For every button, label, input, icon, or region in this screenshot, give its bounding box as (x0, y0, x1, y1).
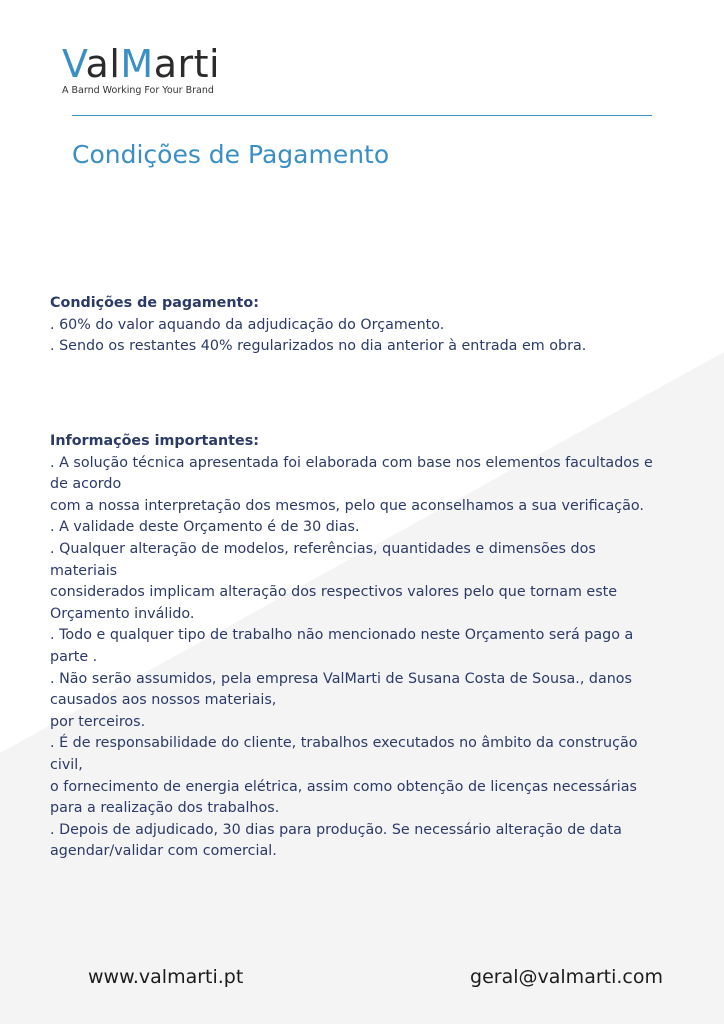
info-line: . Qualquer alteração de modelos, referências, quantidades e dimensões dos materiais (50, 540, 596, 579)
info-line: com a nossa interpretação dos mesmos, pelo que aconselhamos a sua verificação. (50, 497, 644, 514)
info-line: . Todo e qualquer tipo de trabalho não mencionado neste Orçamento será pago a parte . (50, 627, 634, 665)
info-line: por terceiros. (50, 713, 146, 730)
payment-line: . 60% do valor aquando da adjudicação do Orçamento. (50, 316, 445, 333)
info-line: . É de responsabilidade do cliente, trabalhos executados no âmbito da construção civil, (50, 735, 638, 773)
logo-letter-m: M (120, 42, 154, 86)
info-line: o fornecimento de energia elétrica, assim como obtenção de licenças necessárias para a realização dos trabalhos. (50, 778, 637, 817)
payment-line: . Sendo os restantes 40% regularizados no dia anterior à entrada em obra. (50, 338, 587, 355)
payment-conditions-section (50, 293, 665, 358)
info-line: . Não serão assumidos, pela empresa ValMarti de Susana Costa de Sousa., danos causados aos nossos materiais, (50, 670, 633, 709)
important-info-section (50, 431, 665, 863)
logo-wordmark (62, 44, 220, 84)
brand-logo (62, 44, 220, 96)
footer-email: geral@valmarti.com (470, 966, 663, 988)
info-heading: Informações importantes: (50, 433, 259, 449)
info-line: . A validade deste Orçamento é de 30 dias. (50, 519, 360, 536)
footer-website: www.valmarti.pt (88, 966, 244, 988)
logo-letter-v: V (62, 42, 86, 86)
info-line: . A solução técnica apresentada foi elaborada com base nos elementos facultados e de acordo (50, 454, 653, 493)
info-line: . Depois de adjudicado, 30 dias para produção. Se necessário alteração de data agendar/validar com comercial. (50, 821, 622, 860)
logo-text-al: al (85, 42, 121, 86)
logo-tagline: A Barnd Working For Your Brand (62, 85, 214, 96)
header-divider (72, 115, 652, 116)
page-title: Condições de Pagamento (72, 140, 390, 169)
payment-heading: Condições de pagamento: (50, 295, 259, 311)
logo-text-arti: arti (153, 42, 221, 86)
info-line: considerados implicam alteração dos respectivos valores pelo que tornam este Orçamento inválido. (50, 584, 618, 622)
